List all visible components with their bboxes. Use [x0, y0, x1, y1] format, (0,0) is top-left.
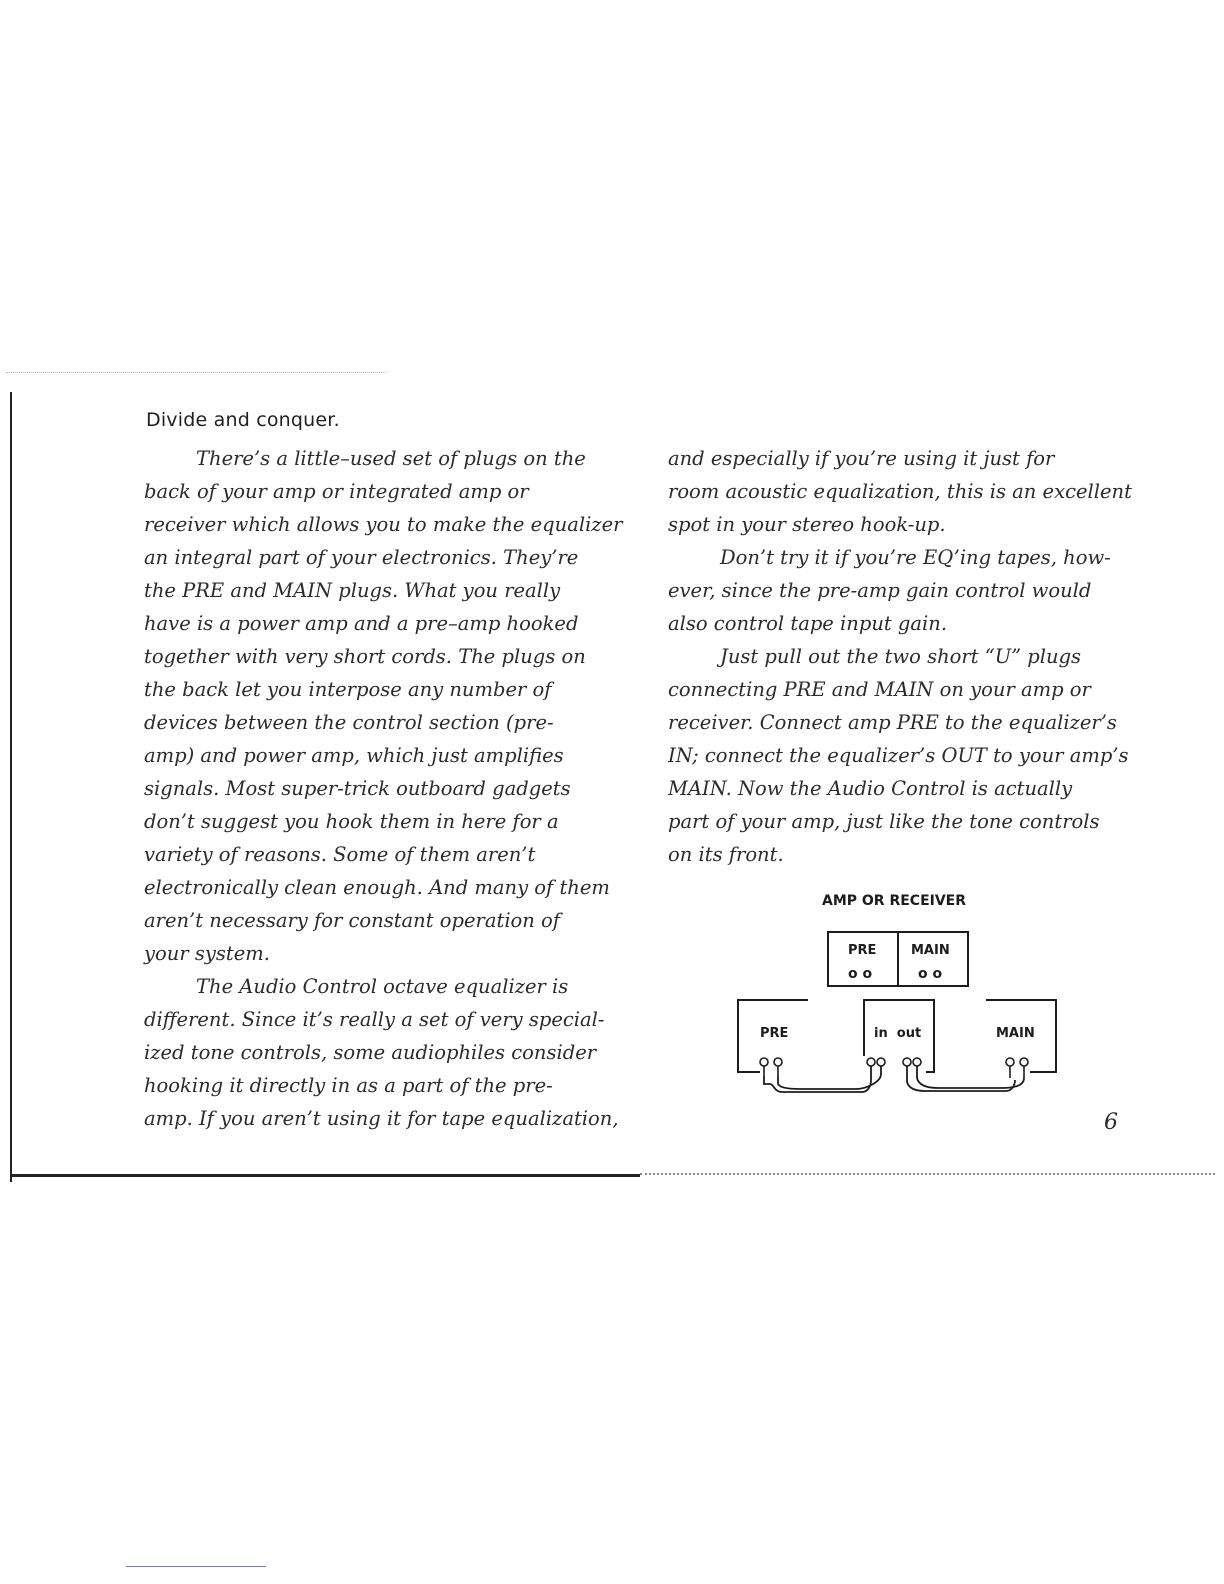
text-line: signals. Most super-trick outboard gadgets [144, 777, 571, 800]
footer-blue-mark [126, 1566, 266, 1567]
connection-cables [764, 1066, 1024, 1092]
text-line: ized tone controls, some audiophiles consider [144, 1041, 597, 1064]
page-number: 6 [1104, 1110, 1118, 1135]
text-line: room acoustic equalization, this is an excellent [668, 480, 1132, 503]
left-margin-rule [10, 392, 12, 1182]
text-line: together with very short cords. The plugs on [144, 645, 586, 668]
text-line: variety of reasons. Some of them aren’t [144, 843, 536, 866]
text-line: the PRE and MAIN plugs. What you really [144, 579, 561, 602]
amp-main-jacks: o o [918, 966, 943, 982]
equalizer-label: in out [874, 1026, 922, 1041]
bottom-rule [10, 1174, 640, 1177]
text-line: ever, since the pre-amp gain control would [668, 579, 1092, 602]
text-line: hooking it directly in as a part of the pre- [144, 1074, 553, 1097]
text-line: receiver which allows you to make the equalizer [144, 513, 623, 536]
section-heading: Divide and conquer. [146, 409, 340, 431]
text-line: devices between the control section (pre- [144, 711, 554, 734]
text-line: Don’t try it if you’re EQ’ing tapes, how- [720, 546, 1111, 569]
text-line: electronically clean enough. And many of them [144, 876, 610, 899]
text-line: part of your amp, just like the tone controls [668, 810, 1100, 833]
text-line: your system. [144, 942, 270, 965]
right-column [668, 442, 1138, 871]
text-line: receiver. Connect amp PRE to the equalizer’s [668, 711, 1117, 734]
bottom-rule-dotted [640, 1173, 1215, 1175]
text-line: spot in your stereo hook-up. [668, 513, 946, 536]
amp-pre-jacks: o o [848, 966, 873, 982]
text-line: on its front. [668, 843, 784, 866]
hookup-diagram [730, 886, 1060, 1106]
text-line: don’t suggest you hook them in here for a [144, 810, 559, 833]
text-line: There’s a little–used set of plugs on the [196, 447, 586, 470]
text-line: connecting PRE and MAIN on your amp or [668, 678, 1091, 701]
text-line: aren’t necessary for constant operation of [144, 909, 561, 932]
text-line: Just pull out the two short “U” plugs [720, 645, 1082, 668]
amp-pre-label: PRE [848, 943, 877, 958]
text-line: different. Since it’s really a set of very special- [144, 1008, 605, 1031]
text-line: the back let you interpose any number of [144, 678, 552, 701]
scan-top-edge-line [6, 372, 386, 373]
text-line: also control tape input gain. [668, 612, 948, 635]
text-line: amp. If you aren’t using it for tape equalization, [144, 1107, 619, 1130]
left-column [144, 442, 624, 1135]
text-line: have is a power amp and a pre–amp hooked [144, 612, 579, 635]
text-line: an integral part of your electronics. They’re [144, 546, 579, 569]
text-line: amp) and power amp, which just amplifies [144, 744, 564, 767]
main-box-label: MAIN [996, 1026, 1035, 1041]
text-line: IN; connect the equalizer’s OUT to your amp’s [668, 744, 1129, 767]
text-line: MAIN. Now the Audio Control is actually [668, 777, 1073, 800]
pre-box-label: PRE [760, 1026, 789, 1041]
text-line: back of your amp or integrated amp or [144, 480, 529, 503]
text-line: and especially if you’re using it just for [668, 447, 1055, 470]
text-line: The Audio Control octave equalizer is [196, 975, 569, 998]
diagram-title: AMP OR RECEIVER [822, 893, 967, 909]
jack-symbols [760, 1058, 1028, 1078]
amp-main-label: MAIN [911, 943, 950, 958]
